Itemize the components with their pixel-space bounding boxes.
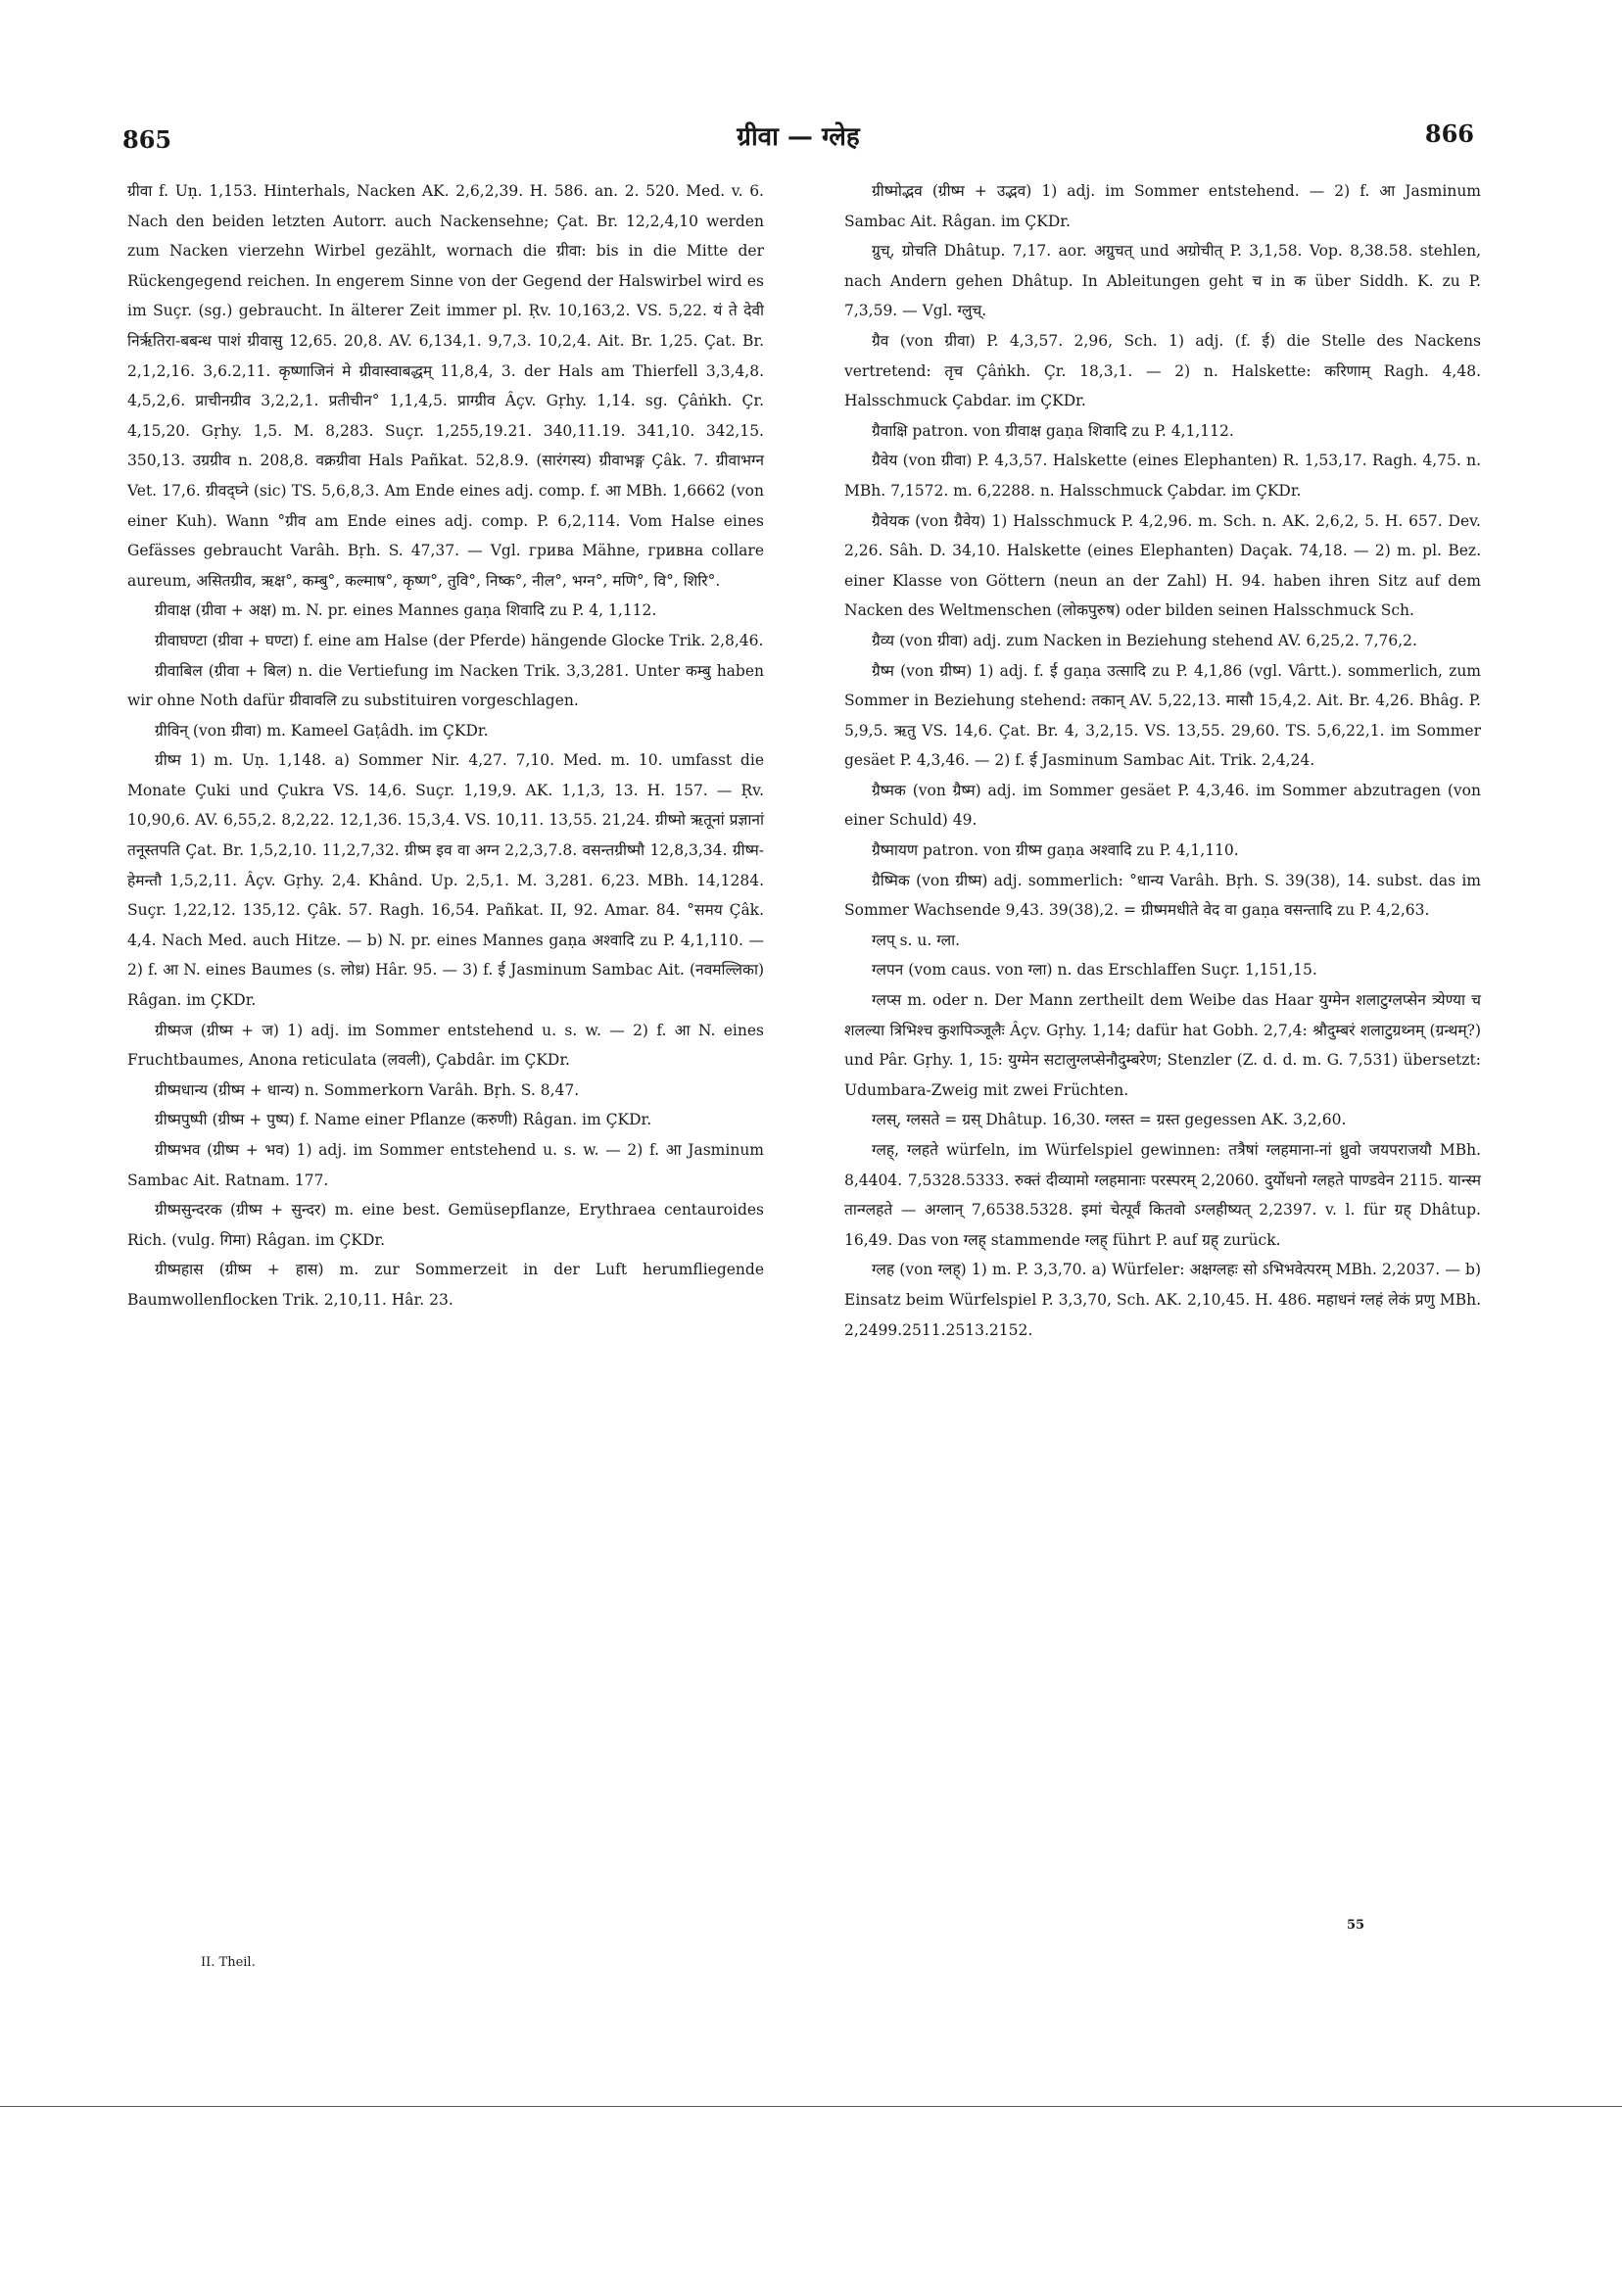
right-column — [844, 176, 1481, 1345]
dictionary-entry: ग्रीष्मभव (ग्रीष्म + भव) 1) adj. im Sommer entstehend u. s. w. — 2) f. आ Jasminum Sambac Ait. Ratnam. 177. — [127, 1141, 764, 1189]
dictionary-entry: ग्लपन (vom caus. von ग्ला) n. das Erschlaffen Suçr. 1,151,15. — [872, 961, 1317, 980]
bottom-rule — [0, 2106, 1622, 2107]
page-header — [122, 118, 1474, 157]
dictionary-entry: ग्लह्, ग्लहते würfeln, im Würfelspiel gewinnen: तत्रैषां ग्लहमाना-नां ध्रुवो जयपराजयौ MBh. 8,4404. 7,5328.5333. रुक्तं दीव्यामो ग्लहमानाः परस्परम् 2,2060. दुर्योधनो ग्लहते पाण्डवेन 2115. यान्स्म तान्ग्लहते — अग्लान् 7,6538.5328. इमां चेत्पूर्वं कितवो ऽग्लहीष्यत् 2,2397. v. l. für ग्रह् Dhâtup. 16,49. Das von ग्लह् stammende ग्लह् führt P. auf ग्रह् zurück. — [844, 1141, 1481, 1249]
dictionary-entry: ग्रैवेयक (von ग्रैवेय) 1) Halsschmuck P. 4,2,96. m. Sch. n. AK. 2,6,2, 5. H. 657. Dev. 2,26. Sâh. D. 34,10. Halskette (eines Elephanten) Daçak. 74,18. — 2) m. pl. Bez. einer Klasse von Göttern (neun an der Zahl) H. 94. haben ihren Sitz auf dem Nacken des Weltmenschen (लोकपुरुष) oder bilden seinen Halsschmuck Sch. — [844, 511, 1481, 620]
left-column — [127, 176, 764, 1315]
dictionary-entry: ग्रैव्य (von ग्रीवा) adj. zum Nacken in Beziehung stehend AV. 6,25,2. 7,76,2. — [872, 631, 1417, 649]
running-head: ग्रीवा — ग्लेह — [737, 122, 860, 152]
dictionary-entry: ग्रैष्म (von ग्रीष्म) 1) adj. f. ई gaṇa उत्सादि zu P. 4,1,86 (vgl. Vârtt.). sommerlich, zum Sommer in Beziehung stehend: तकान् AV. 5,22,13. मासौ 15,4,2. Ait. Br. 4,26. Bhâg. P. 5,9,5. ऋतु VS. 14,6. Çat. Br. 4, 3,2,15. VS. 13,55. 29,60. TS. 5,6,22,1. im Sommer gesäet P. 4,3,46. — 2) f. ई Jasminum Sambac Ait. Trik. 2,4,24. — [844, 661, 1481, 770]
dictionary-entry: ग्रीष्मधान्य (ग्रीष्म + धान्य) n. Sommerkorn Varâh. Bṛh. S. 8,47. — [155, 1080, 580, 1099]
dictionary-entry: ग्रुच्, ग्रोचति Dhâtup. 7,17. aor. अग्रुचत् und अग्रोचीत् P. 3,1,58. Vop. 8,38.58. stehlen, nach Andern gehen Dhâtup. In Ableitungen geht च in क über Siddh. K. zu P. 7,3,59. — Vgl. ग्लुच्. — [844, 242, 1481, 320]
dictionary-entry: ग्लप् s. u. ग्ला. — [872, 931, 961, 949]
dictionary-entry: ग्लस्, ग्लसते = ग्रस् Dhâtup. 16,30. ग्लस्त = ग्रस्त gegessen AK. 3,2,60. — [872, 1111, 1347, 1129]
dictionary-entry: ग्रीवाक्ष (ग्रीवा + अक्ष) m. N. pr. eines Mannes gaṇa शिवादि zu P. 4, 1,112. — [155, 601, 657, 620]
dictionary-entry: ग्रीष्मज (ग्रीष्म + ज) 1) adj. im Sommer entstehend u. s. w. — 2) f. आ N. eines Fruchtbaumes, Anona reticulata (लवली), Çabdâr. im ÇKDr. — [127, 1021, 764, 1070]
dictionary-entry: ग्रैष्मायण patron. von ग्रीष्म gaṇa अश्वादि zu P. 4,1,110. — [872, 841, 1239, 860]
dictionary-entry: ग्रैष्मक (von ग्रैष्म) adj. im Sommer gesäet P. 4,3,46. im Sommer abzutragen (von einer Schuld) 49. — [844, 781, 1481, 830]
dictionary-entry: ग्रैष्मिक (von ग्रीष्म) adj. sommerlich: °धान्य Varâh. Bṛh. S. 39(38), 14. subst. das im Sommer Wachsende 9,43. 39(38),2. = ग्रीष्ममधीते वेद वा gaṇa वसन्तादि zu P. 4,2,63. — [844, 871, 1481, 920]
dictionary-entry: ग्रैवेय (von ग्रीवा) P. 4,3,57. Halskette (eines Elephanten) R. 1,53,17. Ragh. 4,75. n. MBh. 7,1572. m. 6,2288. n. Halsschmuck Çabdar. im ÇKDr. — [844, 452, 1481, 500]
dictionary-entry: ग्रीवाबिल (ग्रीवा + बिल) n. die Vertiefung im Nacken Trik. 3,3,281. Unter कम्बु haben wir ohne Noth dafür ग्रीवावलि zu substituiren vorgeschlagen. — [127, 661, 764, 710]
dictionary-entry: ग्रीष्मसुन्दरक (ग्रीष्म + सुन्दर) m. eine best. Gemüsepflanze, Erythraea centauroides Rich. (vulg. गिमा) Râgan. im ÇKDr. — [127, 1201, 764, 1249]
dictionary-entry: ग्रीष्मोद्भव (ग्रीष्म + उद्भव) 1) adj. im Sommer entstehend. — 2) f. आ Jasminum Sambac Ait. Râgan. im ÇKDr. — [844, 182, 1481, 230]
dictionary-entry: ग्रीवा f. Uṇ. 1,153. Hinterhals, Nacken AK. 2,6,2,39. H. 586. an. 2. 520. Med. v. 6. Nach den beiden letzten Autorr. auch Nackensehne; Çat. Br. 12,2,4,10 werden zum Nacken vierzehn Wirbel gezählt, wornach die ग्रीवा: bis in die Mitte der Rückengegend reichen. In engerem Sinne von der Gegend der Halswirbel wird es im Suçr. (sg.) gebraucht. In älterer Zeit immer pl. Ṛv. 10,163,2. VS. 5,22. यं ते देवी निर्ऋतिरा-बबन्ध पाशं ग्रीवासु 12,65. 20,8. AV. 6,134,1. 9,7,3. 10,2,4. Ait. Br. 1,25. Çat. Br. 2,1,2,16. 3,6.2,11. कृष्णाजिनं मे ग्रीवास्वाबद्धम् 11,8,4, 3. der Hals am Thierfell 3,3,4,8. 4,5,2,6. प्राचीनग्रीव 3,2,2,1. प्रतीचीन° 1,1,4,5. प्राग्ग्रीव Âçv. Gṛhy. 1,14. sg. Çâṅkh. Çr. 4,15,20. Gṛhy. 1,5. M. 8,283. Suçr. 1,255,19.21. 340,11.19. 341,10. 342,15. 350,13. उग्रग्रीव n. 208,8. वक्रग्रीवा Hals Pañkat. 52,8.9. (सारंगस्य) ग्रीवाभङ्ग Çâk. 7. ग्रीवाभग्न Vet. 17,6. ग्रीवद्घ्ने (sic) TS. 5,6,8,3. Am Ende eines adj. comp. f. आ MBh. 1,6662 (von einer Kuh). Wann °ग्रीव am Ende eines adj. comp. P. 6,2,114. Vom Halse eines Gefässes gebraucht Varâh. Bṛh. S. 47,37. — Vgl. грива Mähne, гривна collare aureum, असितग्रीव, ऋक्ष°, कम्बु°, कल्माष°, कृष्ण°, तुवि°, निष्क°, नील°, भग्न°, मणि°, वि°, शिरि°. — [127, 182, 764, 590]
page-number-left: 865 — [122, 125, 172, 154]
dictionary-entry: ग्रीवाघण्टा (ग्रीवा + घण्टा) f. eine am Halse (der Pferde) hängende Glocke Trik. 2,8,46. — [155, 631, 764, 649]
dictionary-entry: ग्लह (von ग्लह्) 1) m. P. 3,3,70. a) Würfeler: अक्षग्लहः सो ऽभिभवेत्परम् MBh. 2,2037. — b) Einsatz beim Würfelspiel P. 3,3,70, Sch. AK. 2,10,45. H. 486. महाधनं ग्लहं लेकं प्रणु MBh. 2,2499.2511.2513.2152. — [844, 1261, 1481, 1339]
volume-note: II. Theil. — [201, 1955, 256, 1970]
signature-mark: 55 — [1347, 1918, 1365, 1933]
dictionary-entry: ग्लप्स m. oder n. Der Mann zertheilt dem Weibe das Haar युग्मेन शलाटुग्लप्सेन त्र्येण्या च शलल्या त्रिभिश्च कुशपिञ्जूलैः Âçv. Gṛhy. 1,14; dafür hat Gobh. 2,7,4: श्रौदुम्बरं शलाटुग्रथ्नम् (ग्रन्थम्?) und Pâr. Gṛhy. 1, 15: युग्मेन सटालुग्लप्सेनौदुम्बरेण; Stenzler (Z. d. d. m. G. 7,531) übersetzt: Udumbara-Zweig mit zwei Früchten. — [844, 991, 1481, 1099]
dictionary-entry: ग्रैवाक्षि patron. von ग्रीवाक्ष gaṇa शिवादि zu P. 4,1,112. — [872, 421, 1234, 440]
dictionary-entry: ग्रीष्मपुष्पी (ग्रीष्म + पुष्प) f. Name einer Pflanze (करुणी) Râgan. im ÇKDr. — [155, 1111, 652, 1129]
dictionary-entry: ग्रीविन् (von ग्रीवा) m. Kameel Gaṭâdh. im ÇKDr. — [155, 721, 489, 740]
dictionary-entry: ग्रैव (von ग्रीवा) P. 4,3,57. 2,96, Sch. 1) adj. (f. ई) die Stelle des Nackens vertretend: तृच Çâṅkh. Çr. 18,3,1. — 2) n. Halskette: करिणाम् Ragh. 4,48. Halsschmuck Çabdar. im ÇKDr. — [844, 331, 1481, 410]
page-number-right: 866 — [1424, 120, 1474, 148]
dictionary-entry: ग्रीष्म 1) m. Uṇ. 1,148. a) Sommer Nir. 4,27. 7,10. Med. m. 10. umfasst die Monate Çuki und Çukra VS. 14,6. Suçr. 1,19,9. AK. 1,1,3, 13. H. 157. — Ṛv. 10,90,6. AV. 6,55,2. 8,2,22. 12,1,36. 15,3,4. VS. 10,11. 13,55. 21,24. ग्रीष्मो ऋतूनां प्रज्ञानां तनूस्तपति Çat. Br. 1,5,2,10. 11,2,7,32. ग्रीष्म इव वा अग्न 2,2,3,7.8. वसन्तग्रीष्मौ 12,8,3,34. ग्रीष्म-हेमन्तौ 1,5,2,11. Âçv. Gṛhy. 2,4. Khând. Up. 2,5,1. M. 3,281. 6,23. MBh. 14,1284. Suçr. 1,22,12. 135,12. Çâk. 57. Ragh. 16,54. Pañkat. II, 92. Amar. 84. °समय Çâk. 4,4. Nach Med. auch Hitze. — b) N. pr. eines Mannes gaṇa अश्वादि zu P. 4,1,110. — 2) f. आ N. eines Baumes (s. लोध्र) Hâr. 95. — 3) f. ई Jasminum Sambac Ait. (नवमल्लिका) Râgan. im ÇKDr. — [127, 751, 764, 1010]
dictionary-entry: ग्रीष्महास (ग्रीष्म + हास) m. zur Sommerzeit in der Luft herumfliegende Baumwollenflocken Trik. 2,10,11. Hâr. 23. — [127, 1261, 764, 1309]
